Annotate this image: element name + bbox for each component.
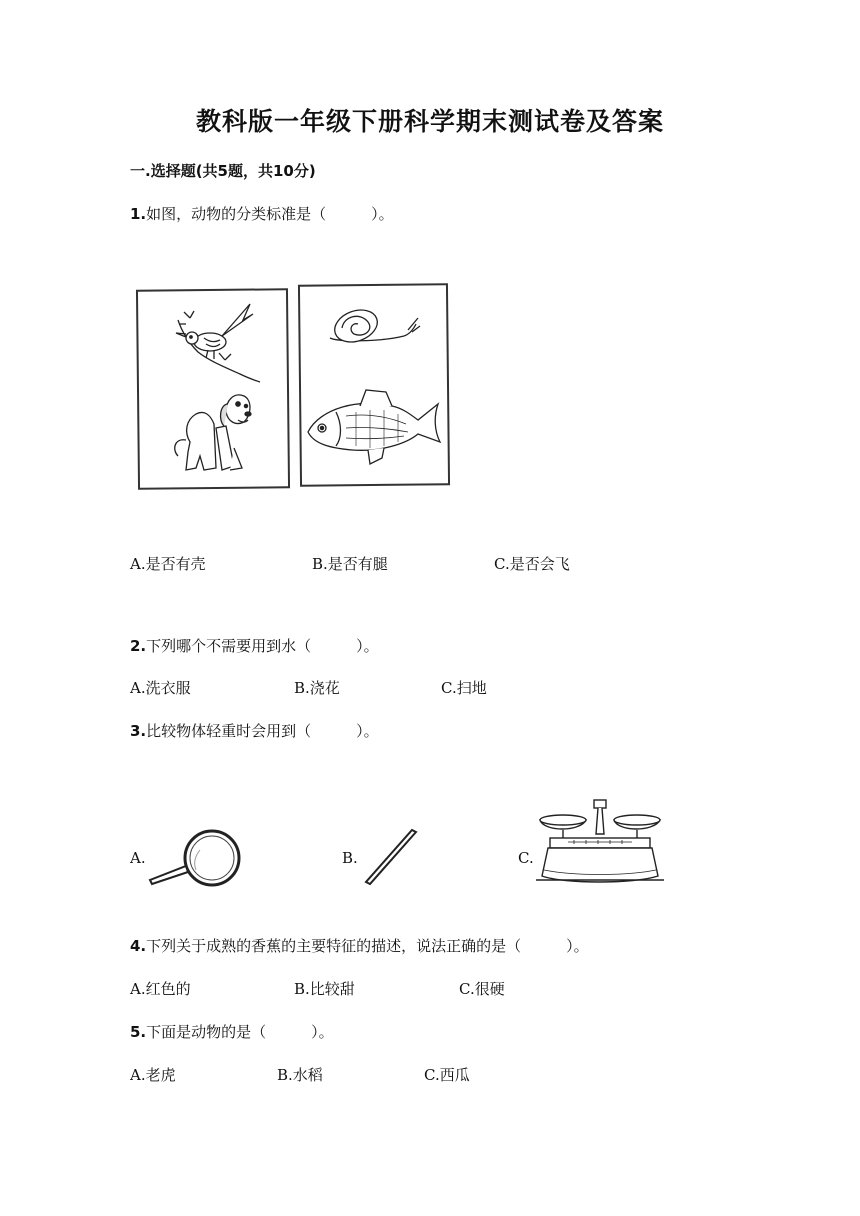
question-text: 下列哪个不需要用到水（ ）。 (146, 637, 379, 655)
animal-classification-figure (130, 280, 460, 495)
question-number: 3. (130, 722, 147, 740)
question-1 (130, 203, 394, 224)
q5-option-c[interactable]: C.西瓜 (424, 1066, 470, 1084)
q2-option-c[interactable]: C.扫地 (441, 679, 487, 697)
q2-option-a[interactable]: A.洗衣服 (130, 679, 191, 697)
q3-option-c[interactable]: C. (518, 849, 534, 867)
q3-option-a[interactable]: A. (130, 849, 146, 867)
page-title: 教科版一年级下册科学期末测试卷及答案 (195, 107, 664, 136)
question-text: 如图，动物的分类标准是（ ）。 (146, 205, 394, 223)
q4-option-c[interactable]: C.很硬 (459, 980, 505, 998)
q5-option-a[interactable]: A.老虎 (130, 1066, 176, 1084)
question-number: 5. (130, 1023, 147, 1041)
question-5 (130, 1021, 334, 1042)
q5-option-b[interactable]: B.水稻 (277, 1066, 323, 1084)
q1-option-c[interactable]: C.是否会飞 (494, 555, 570, 573)
question-number: 2. (130, 637, 147, 655)
question-2 (130, 635, 379, 656)
question-text: 下面是动物的是（ ）。 (146, 1023, 334, 1041)
q2-option-b[interactable]: B.浇花 (294, 679, 340, 697)
q1-option-a[interactable]: A.是否有壳 (130, 555, 206, 573)
question-4 (130, 935, 589, 956)
q3-option-b[interactable]: B. (342, 849, 358, 867)
stick-icon (362, 828, 422, 890)
question-number: 1. (130, 205, 147, 223)
question-text: 比较物体轻重时会用到（ ）。 (146, 722, 379, 740)
question-text: 下列关于成熟的香蕉的主要特征的描述，说法正确的是（ ）。 (146, 937, 589, 955)
q4-option-a[interactable]: A.红色的 (130, 980, 191, 998)
question-3 (130, 720, 379, 741)
section-heading: 一.选择题(共5题，共10分) (130, 162, 316, 180)
q4-option-b[interactable]: B.比较甜 (294, 980, 355, 998)
magnifying-glass-icon (146, 828, 246, 890)
q1-option-b[interactable]: B.是否有腿 (312, 555, 388, 573)
question-number: 4. (130, 937, 147, 955)
balance-scale-icon (534, 796, 666, 888)
